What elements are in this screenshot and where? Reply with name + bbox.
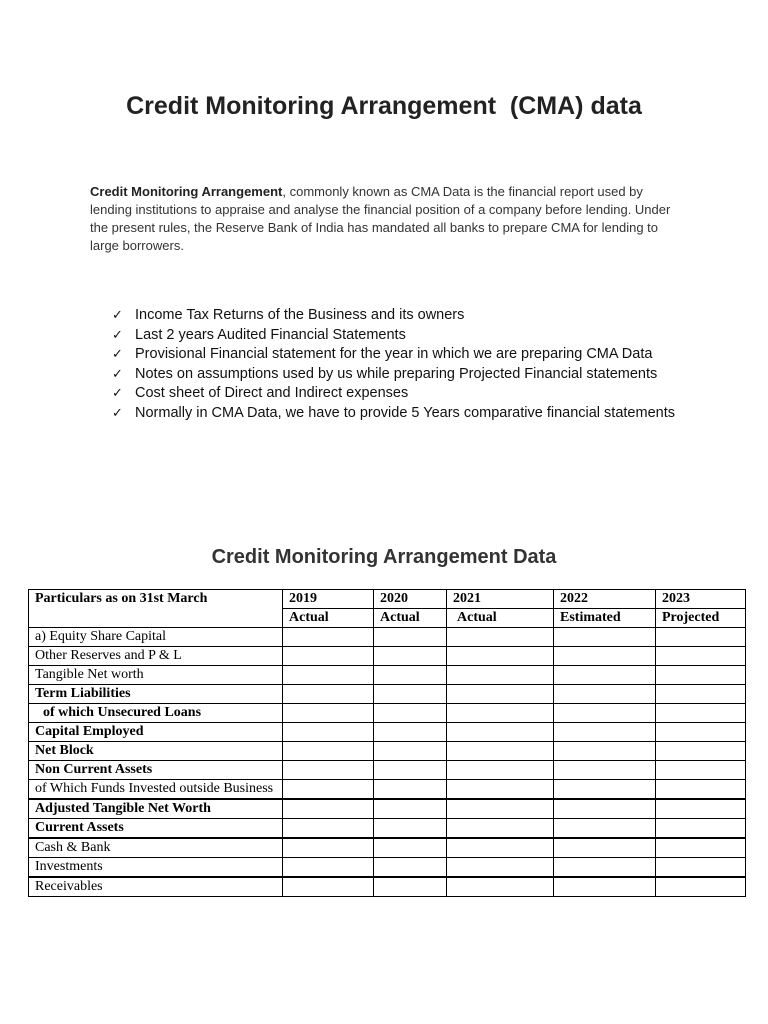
data-cell[interactable] [656,838,746,858]
checkmark-icon: ✓ [112,347,123,362]
checkmark-icon: ✓ [112,308,123,323]
checklist-item-text: Income Tax Returns of the Business and its owners [135,307,465,323]
data-cell[interactable] [656,858,746,878]
status-header: Actual [283,609,374,628]
data-cell[interactable] [656,819,746,839]
table-row [29,666,746,685]
intro-bold-term: Credit Monitoring Arrangement [90,184,283,199]
row-label: Net Block [29,742,283,761]
data-cell[interactable] [656,628,746,647]
row-label: Tangible Net worth [29,666,283,685]
data-cell[interactable] [656,742,746,761]
data-cell[interactable] [283,761,374,780]
data-cell[interactable] [283,666,374,685]
row-label: of which Unsecured Loans [29,704,283,723]
data-cell[interactable] [554,742,656,761]
table-row [29,858,746,878]
data-cell[interactable] [283,799,374,819]
data-cell[interactable] [283,704,374,723]
checklist-item-text: Notes on assumptions used by us while preparing Projected Financial statements [135,365,658,382]
row-label: Non Current Assets [29,761,283,780]
status-header: Projected [656,609,746,628]
table-row [29,704,746,723]
particulars-header: Particulars as on 31st March [29,590,283,628]
checklist-item-text: Cost sheet of Direct and Indirect expenses [135,385,409,401]
checklist-item [112,384,702,404]
data-cell[interactable] [656,704,746,723]
table-row [29,761,746,780]
data-cell[interactable] [374,685,447,704]
checkmark-icon: ✓ [112,386,123,401]
cma-data-table [28,589,746,897]
data-cell[interactable] [447,780,554,800]
data-cell[interactable] [374,647,447,666]
table-row [29,780,746,800]
data-cell[interactable] [554,666,656,685]
table-row [29,647,746,666]
data-cell[interactable] [554,723,656,742]
checkmark-icon: ✓ [112,405,123,421]
checklist-item [112,306,702,326]
checklist-item [112,365,702,385]
data-cell[interactable] [554,858,656,878]
table-row [29,819,746,839]
data-cell[interactable] [283,780,374,800]
data-cell[interactable] [283,819,374,839]
requirements-checklist [112,306,702,423]
checklist-item-text: Provisional Financial statement for the year in which we are preparing CMA Data [135,346,653,362]
data-cell[interactable] [283,838,374,858]
checkmark-icon: ✓ [112,327,123,343]
table-row [29,799,746,819]
status-header: Actual [374,609,447,628]
table-row [29,877,746,897]
data-cell[interactable] [283,877,374,897]
data-cell[interactable] [447,647,554,666]
intro-text: , commonly known as CMA Data is the financial report used by lending institutions to appraise and analyse the financial position of a company before lending. Under the present rules, the Reserve Bank of India has mandated all banks to prepare CMA for lending to large borrowers. [90,184,671,253]
data-cell[interactable] [447,723,554,742]
row-label: of Which Funds Invested outside Business [29,780,283,800]
data-cell[interactable] [554,877,656,897]
data-cell[interactable] [374,780,447,800]
table-row [29,838,746,858]
data-cell[interactable] [447,704,554,723]
year-header: 2023 [656,590,746,609]
data-cell[interactable] [447,685,554,704]
year-header: 2019 [283,590,374,609]
status-header: Actual [447,609,554,628]
intro-paragraph [90,183,680,255]
data-cell[interactable] [447,838,554,858]
data-cell[interactable] [374,799,447,819]
checklist-item [112,404,702,424]
row-label: Current Assets [29,819,283,839]
row-label: Other Reserves and P & L [29,647,283,666]
data-cell[interactable] [374,742,447,761]
row-label: a) Equity Share Capital [29,628,283,647]
data-cell[interactable] [656,666,746,685]
data-cell[interactable] [656,723,746,742]
data-cell[interactable] [447,799,554,819]
data-cell[interactable] [447,761,554,780]
data-cell[interactable] [283,685,374,704]
data-cell[interactable] [554,780,656,800]
data-cell[interactable] [283,647,374,666]
table-row [29,742,746,761]
data-cell[interactable] [656,780,746,800]
data-cell[interactable] [554,799,656,819]
data-cell[interactable] [656,647,746,666]
data-cell[interactable] [554,838,656,858]
data-cell[interactable] [656,799,746,819]
row-label: Adjusted Tangible Net Worth [29,799,283,819]
data-cell[interactable] [554,819,656,839]
data-cell[interactable] [374,761,447,780]
data-cell[interactable] [374,819,447,839]
year-header: 2021 [447,590,554,609]
checklist-item [112,345,702,365]
checkmark-icon: ✓ [112,366,123,382]
data-cell[interactable] [283,742,374,761]
data-cell[interactable] [554,685,656,704]
data-cell[interactable] [374,628,447,647]
status-header: Estimated [554,609,656,628]
checklist-item [112,326,702,346]
data-cell[interactable] [447,742,554,761]
row-label: Investments [29,858,283,878]
data-cell[interactable] [283,723,374,742]
data-cell[interactable] [374,666,447,685]
checklist-item-text: Last 2 years Audited Financial Statements [135,326,406,343]
page-title: Credit Monitoring Arrangement (CMA) data [126,92,642,120]
row-label: Term Liabilities [29,685,283,704]
data-cell[interactable] [554,628,656,647]
data-cell[interactable] [283,858,374,878]
table-row [29,685,746,704]
data-cell[interactable] [447,628,554,647]
year-header: 2022 [554,590,656,609]
table-header-row [29,590,746,609]
data-cell[interactable] [374,858,447,878]
data-cell[interactable] [447,666,554,685]
table-row [29,723,746,742]
row-label: Cash & Bank [29,838,283,858]
data-cell[interactable] [656,761,746,780]
data-cell[interactable] [656,877,746,897]
table-title: Credit Monitoring Arrangement Data [211,546,557,568]
row-label: Receivables [29,877,283,897]
row-label: Capital Employed [29,723,283,742]
data-cell[interactable] [656,685,746,704]
data-cell[interactable] [554,761,656,780]
data-cell[interactable] [374,838,447,858]
data-cell[interactable] [554,704,656,723]
year-header: 2020 [374,590,447,609]
data-cell[interactable] [447,858,554,878]
data-cell[interactable] [554,647,656,666]
data-cell[interactable] [447,877,554,897]
data-cell[interactable] [374,877,447,897]
data-cell[interactable] [447,819,554,839]
data-cell[interactable] [374,723,447,742]
data-cell[interactable] [283,628,374,647]
data-cell[interactable] [374,704,447,723]
table-row [29,628,746,647]
checklist-item-text: Normally in CMA Data, we have to provide 5 Years comparative financial statements [135,404,675,421]
